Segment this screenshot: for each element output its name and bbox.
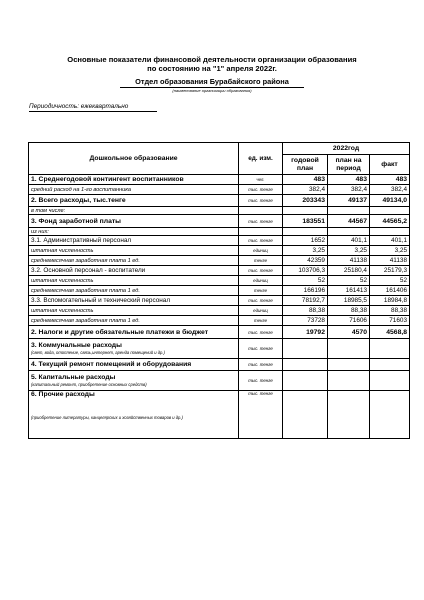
row-unit-cell bbox=[239, 228, 283, 236]
row-fact-cell: 88,38 bbox=[370, 306, 410, 316]
table-row bbox=[29, 316, 410, 326]
row-period-cell bbox=[328, 391, 370, 439]
periodicity-label: Периодичность: ежеквартально bbox=[29, 103, 157, 112]
row-period-cell: 483 bbox=[328, 175, 370, 185]
table-row bbox=[29, 266, 410, 276]
row-unit-cell: тыс. тенге bbox=[239, 266, 283, 276]
row-fact-cell: 49134,0 bbox=[370, 195, 410, 207]
row-plan-cell: 19792 bbox=[283, 326, 328, 339]
row-name-cell: штатная численность bbox=[29, 306, 239, 316]
row-name-cell bbox=[29, 371, 239, 391]
row-period-cell: 71606 bbox=[328, 316, 370, 326]
table-row bbox=[29, 175, 410, 185]
row-unit-cell: тенге bbox=[239, 286, 283, 296]
table-row bbox=[29, 185, 410, 195]
row-name-cell: 2. Всего расходы, тыс.тенге bbox=[29, 195, 239, 207]
table-row bbox=[29, 256, 410, 266]
row-plan-cell: 78192,7 bbox=[283, 296, 328, 306]
row-unit-cell: тенге bbox=[239, 316, 283, 326]
header-year-cell: 2022год bbox=[283, 143, 410, 155]
row-unit-cell: чел. bbox=[239, 175, 283, 185]
row-period-cell: 88,38 bbox=[328, 306, 370, 316]
row-plan-cell bbox=[283, 228, 328, 236]
row-period-cell: 401,1 bbox=[328, 236, 370, 246]
row-plan-cell: 203343 bbox=[283, 195, 328, 207]
table-row bbox=[29, 326, 410, 339]
row-name-cell: 3.2. Основной персонал - воспитатели bbox=[29, 266, 239, 276]
table-row bbox=[29, 296, 410, 306]
financial-indicators-table bbox=[28, 142, 410, 439]
row-unit-cell: тыс. тенге bbox=[239, 236, 283, 246]
table-row bbox=[29, 228, 410, 236]
row-name-cell: из них: bbox=[29, 228, 239, 236]
table-row bbox=[29, 207, 410, 215]
row-period-cell: 44567 bbox=[328, 215, 370, 228]
row-plan-cell: 483 bbox=[283, 175, 328, 185]
table-row bbox=[29, 359, 410, 371]
row-note: (свет, вода, отопление, связь,интернет, аренда помещений и др.) bbox=[31, 350, 165, 355]
row-plan-cell bbox=[283, 339, 328, 359]
row-period-cell: 161413 bbox=[328, 286, 370, 296]
row-name: 5. Капитальные расходы bbox=[31, 374, 116, 381]
row-plan-cell: 42359 bbox=[283, 256, 328, 266]
row-fact-cell: 41138 bbox=[370, 256, 410, 266]
row-plan-cell: 166196 bbox=[283, 286, 328, 296]
row-unit-cell: тыс. тенге bbox=[239, 296, 283, 306]
row-period-cell bbox=[328, 228, 370, 236]
row-period-cell: 49137 bbox=[328, 195, 370, 207]
row-plan-cell: 103706,3 bbox=[283, 266, 328, 276]
row-note: (капитальный ремонт, приобретение основных средств) bbox=[31, 382, 147, 387]
row-fact-cell bbox=[370, 339, 410, 359]
row-period-cell: 18985,5 bbox=[328, 296, 370, 306]
row-plan-cell: 73728 bbox=[283, 316, 328, 326]
table-row bbox=[29, 306, 410, 316]
row-period-cell bbox=[328, 371, 370, 391]
row-fact-cell: 71603 bbox=[370, 316, 410, 326]
header-unit-cell: ед. изм. bbox=[239, 143, 283, 175]
row-unit-cell bbox=[239, 207, 283, 215]
table-row bbox=[29, 215, 410, 228]
row-unit-cell: единиц bbox=[239, 246, 283, 256]
table-row bbox=[29, 276, 410, 286]
table-row bbox=[29, 246, 410, 256]
header-fact-cell: факт bbox=[370, 155, 410, 175]
row-period-cell: 3,25 bbox=[328, 246, 370, 256]
table-row bbox=[29, 339, 410, 359]
row-name-cell: штатная численность bbox=[29, 276, 239, 286]
row-name-cell bbox=[29, 391, 239, 439]
row-plan-cell: 183551 bbox=[283, 215, 328, 228]
row-fact-cell: 483 bbox=[370, 175, 410, 185]
row-fact-cell: 52 bbox=[370, 276, 410, 286]
row-plan-cell: 3,25 bbox=[283, 246, 328, 256]
report-title-line1: Основные показатели финансовой деятельности организации образования bbox=[67, 55, 357, 64]
row-name: 6. Прочие расходы bbox=[31, 391, 95, 398]
report-title-line2: по состоянию на "1" апреля 2022г. bbox=[147, 64, 277, 73]
row-fact-cell bbox=[370, 371, 410, 391]
row-unit-cell: тыс. тенге bbox=[239, 215, 283, 228]
row-fact-cell: 161406 bbox=[370, 286, 410, 296]
row-unit-cell: тыс. тенге bbox=[239, 185, 283, 195]
row-period-cell: 382,4 bbox=[328, 185, 370, 195]
row-fact-cell bbox=[370, 391, 410, 439]
row-fact-cell: 3,25 bbox=[370, 246, 410, 256]
row-name-cell: в том числе: bbox=[29, 207, 239, 215]
row-name-cell: 3.3. Вспомогательный и технический персонал bbox=[29, 296, 239, 306]
row-period-cell: 41138 bbox=[328, 256, 370, 266]
row-fact-cell: 382,4 bbox=[370, 185, 410, 195]
header-name-cell: Дошкольное образование bbox=[29, 143, 239, 175]
row-plan-cell bbox=[283, 391, 328, 439]
row-unit-cell: единиц bbox=[239, 276, 283, 286]
row-plan-cell bbox=[283, 371, 328, 391]
row-period-cell bbox=[328, 359, 370, 371]
row-fact-cell: 401,1 bbox=[370, 236, 410, 246]
row-note: (приобретение литературы, канцелярских и хозяйственных товаров и др.) bbox=[31, 415, 183, 420]
row-unit-cell: единиц bbox=[239, 306, 283, 316]
row-fact-cell bbox=[370, 359, 410, 371]
organization-name: Отдел образования Бурабайского района bbox=[120, 77, 304, 88]
organization-note: (наименование организации образования) bbox=[172, 88, 252, 93]
table-row bbox=[29, 371, 410, 391]
row-name-cell: 1. Среднегодовой контингент воспитанников bbox=[29, 175, 239, 185]
row-period-cell: 52 bbox=[328, 276, 370, 286]
row-name-cell: 4. Текущий ремонт помещений и оборудования bbox=[29, 359, 239, 371]
row-name: 3. Коммунальные расходы bbox=[31, 342, 122, 349]
row-unit-cell: тыс. тенге bbox=[239, 359, 283, 371]
row-unit-cell: тыс. тенге bbox=[239, 371, 283, 391]
row-plan-cell bbox=[283, 207, 328, 215]
table-row bbox=[29, 286, 410, 296]
row-unit-cell: тыс. тенге bbox=[239, 326, 283, 339]
row-plan-cell bbox=[283, 359, 328, 371]
row-plan-cell: 88,38 bbox=[283, 306, 328, 316]
row-period-cell: 25180,4 bbox=[328, 266, 370, 276]
row-name-cell: 3.1. Административный персонал bbox=[29, 236, 239, 246]
row-plan-cell: 1652 bbox=[283, 236, 328, 246]
row-unit-cell: тыс. тенге bbox=[239, 195, 283, 207]
table-row bbox=[29, 236, 410, 246]
row-name-cell: среднемесячная заработная плата 1 ед. bbox=[29, 256, 239, 266]
row-period-cell bbox=[328, 207, 370, 215]
row-period-cell bbox=[328, 339, 370, 359]
row-plan-cell: 52 bbox=[283, 276, 328, 286]
row-plan-cell: 382,4 bbox=[283, 185, 328, 195]
row-fact-cell bbox=[370, 207, 410, 215]
row-name-cell bbox=[29, 339, 239, 359]
row-name-cell: средний расход на 1-го воспитанника bbox=[29, 185, 239, 195]
table-header-row bbox=[29, 143, 410, 155]
table-row bbox=[29, 195, 410, 207]
row-period-cell: 4570 bbox=[328, 326, 370, 339]
row-name-cell: 2. Налоги и другие обязательные платежи в бюджет bbox=[29, 326, 239, 339]
row-name-cell: среднемесячная заработная плата 1 ед. bbox=[29, 286, 239, 296]
row-unit-cell: тыс. тенге bbox=[239, 339, 283, 359]
header-plan-period-cell: план на период bbox=[328, 155, 370, 175]
row-fact-cell: 25179,3 bbox=[370, 266, 410, 276]
header-plan-year-cell: годовой план bbox=[283, 155, 328, 175]
row-name-cell: среднемесячная заработная плата 1 ед. bbox=[29, 316, 239, 326]
row-fact-cell: 4568,8 bbox=[370, 326, 410, 339]
row-fact-cell bbox=[370, 228, 410, 236]
row-unit-cell: тенге bbox=[239, 256, 283, 266]
row-unit-cell: тыс. тенге bbox=[239, 391, 283, 439]
row-name-cell: 3. Фонд заработной платы bbox=[29, 215, 239, 228]
row-name-cell: штатная численность bbox=[29, 246, 239, 256]
table-row bbox=[29, 391, 410, 439]
row-fact-cell: 18984,8 bbox=[370, 296, 410, 306]
row-fact-cell: 44565,2 bbox=[370, 215, 410, 228]
